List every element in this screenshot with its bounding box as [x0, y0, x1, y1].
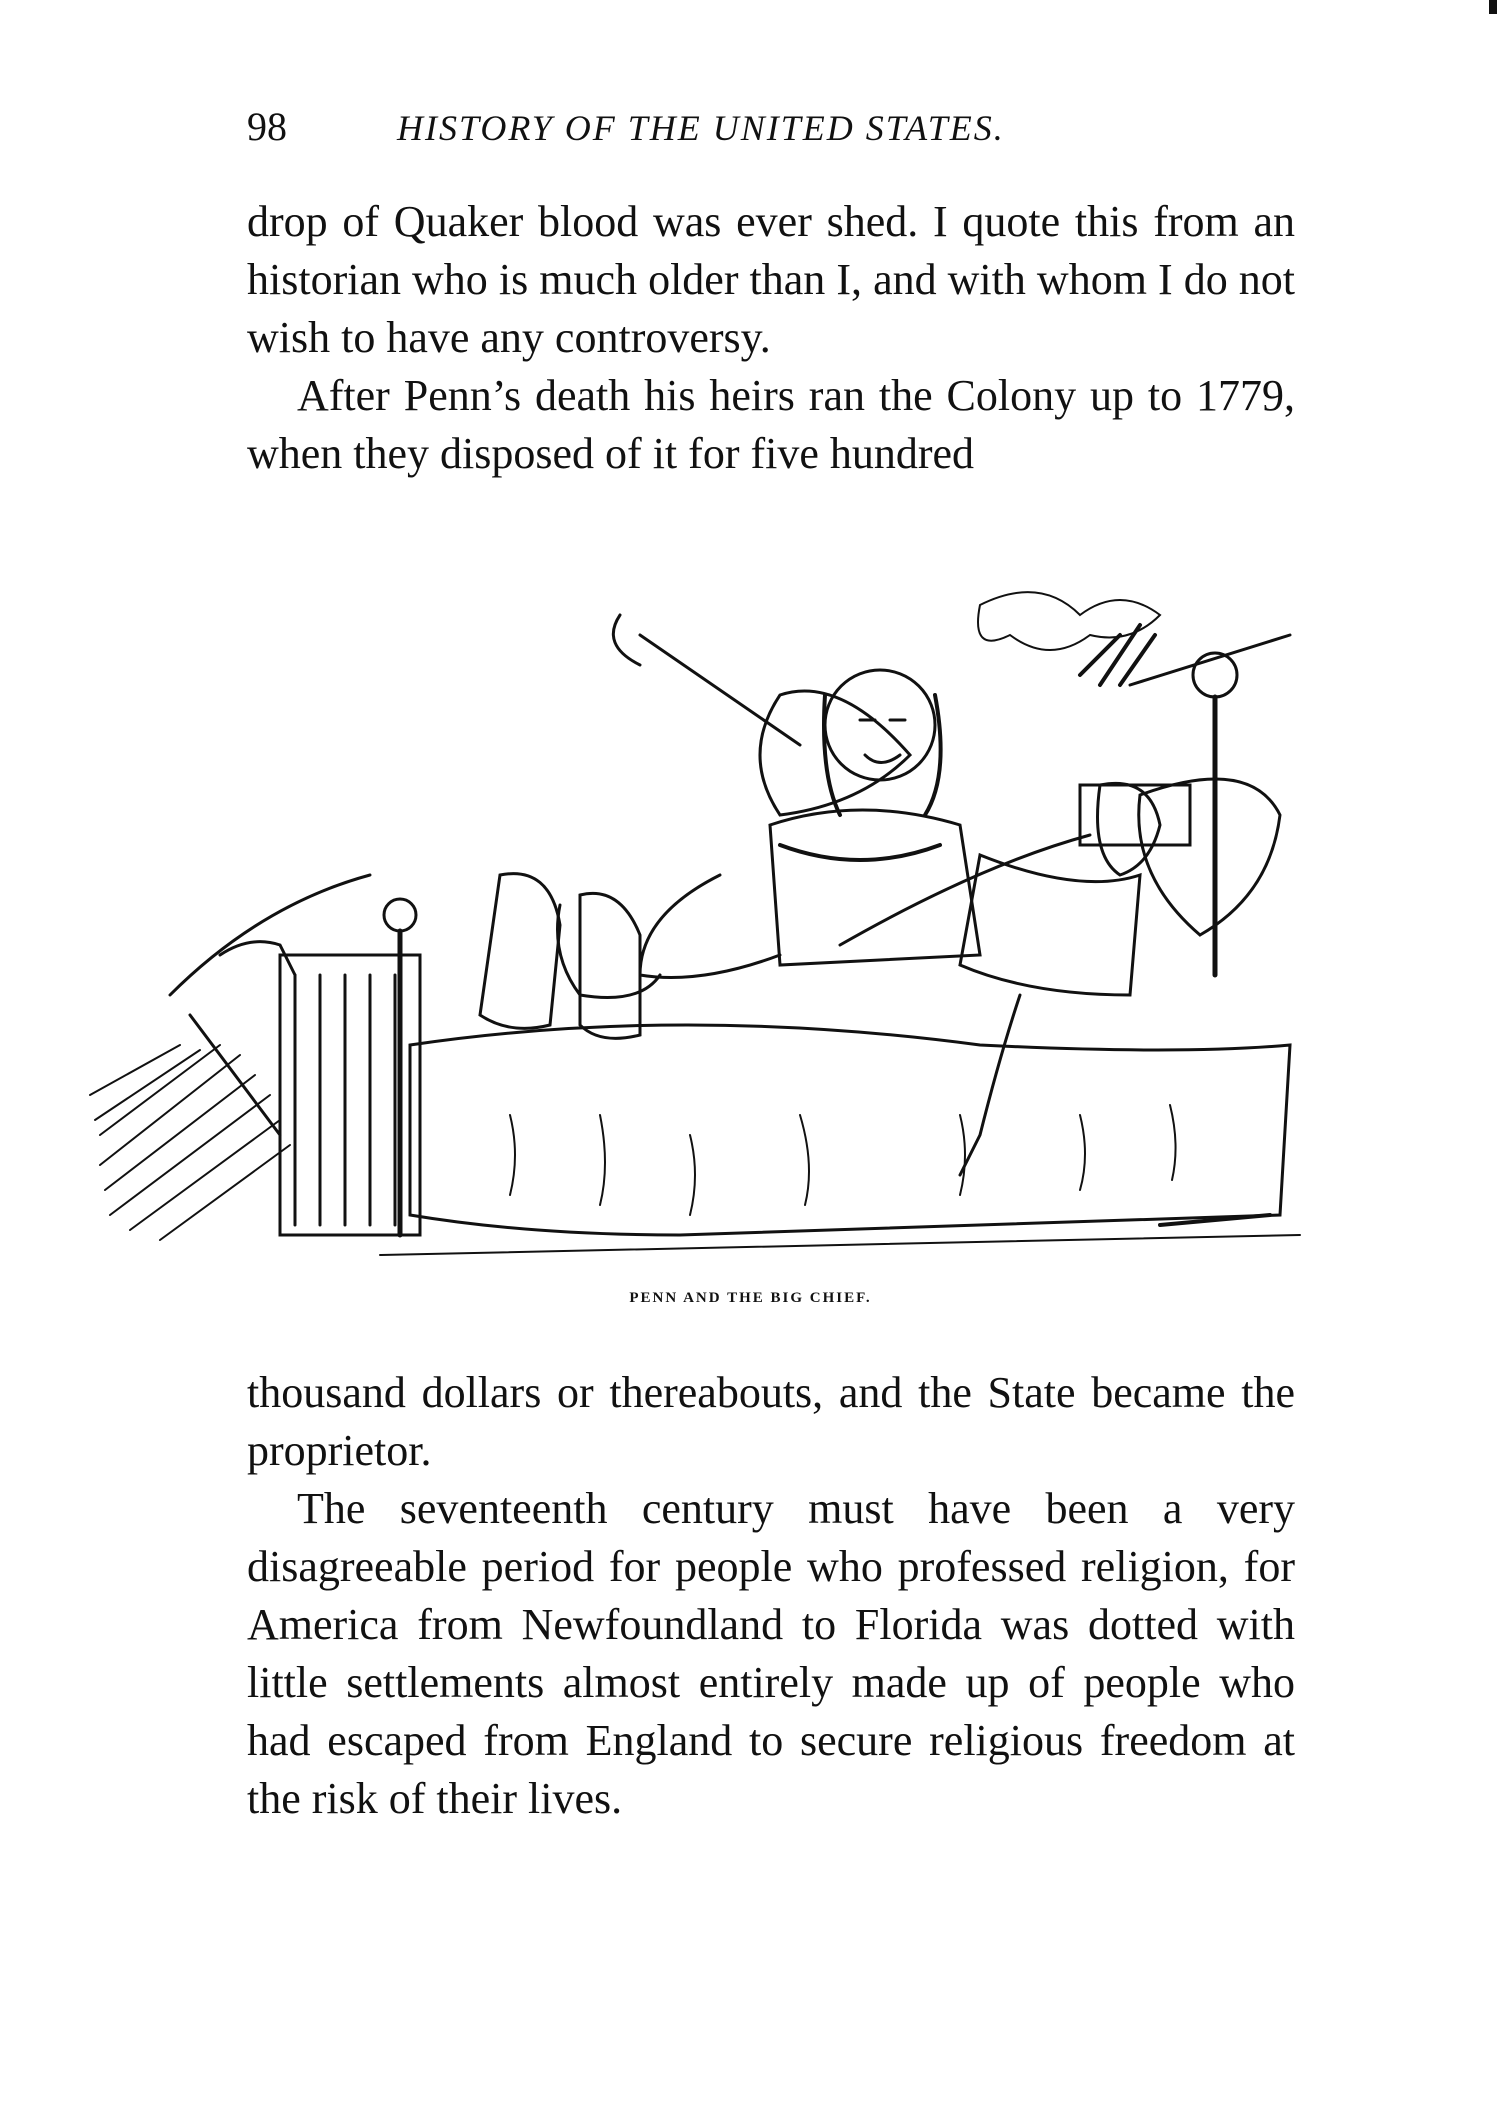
- illustration-penn-and-chief: [80, 575, 1310, 1265]
- pillow-right: [1139, 779, 1280, 935]
- figure-caption: PENN AND THE BIG CHIEF.: [629, 1290, 872, 1306]
- text-block-top: [247, 193, 1295, 483]
- boot-right: [580, 893, 640, 1038]
- boot-left: [480, 874, 560, 1029]
- floor-hatching: [90, 1045, 290, 1240]
- paragraph-state-proprietor: thousand dollars or thereabouts, and the State became the proprietor.: [247, 1368, 1295, 1475]
- pillow-left: [760, 691, 910, 815]
- margin-mark: [1489, 0, 1497, 14]
- chief-figure: [840, 625, 1290, 1175]
- smoke: [978, 592, 1160, 650]
- paragraph-continuation: drop of Quaker blood was ever shed. I quote this from an historian who is much older than I, and with whom I do not wish to have any controversy.: [247, 197, 1295, 362]
- bed-footboard: [280, 899, 420, 1235]
- running-title: HISTORY OF THE UNITED STATES.: [397, 108, 1005, 148]
- paragraph-seventeenth-century: The seventeenth century must have been a very disagreeable period for people who professed religion, for America from Newfoundland to Florida was dotted with little settlements almost entirely made up of people who had escaped from England to secure religious freedom at the risk of their lives.: [247, 1484, 1295, 1823]
- text-block-bottom: [247, 1364, 1295, 1828]
- page-header: [247, 103, 1297, 153]
- tomahawk: [1130, 635, 1290, 685]
- penn-figure: [558, 615, 981, 998]
- trumpet: [613, 615, 800, 745]
- bed-blanket: [410, 1025, 1290, 1235]
- blanket-folds: [510, 1105, 1176, 1215]
- page-number: 98: [247, 104, 287, 149]
- paragraph-penn-heirs: After Penn’s death his heirs ran the Colony up to 1779, when they disposed of it for five hundred: [247, 371, 1295, 478]
